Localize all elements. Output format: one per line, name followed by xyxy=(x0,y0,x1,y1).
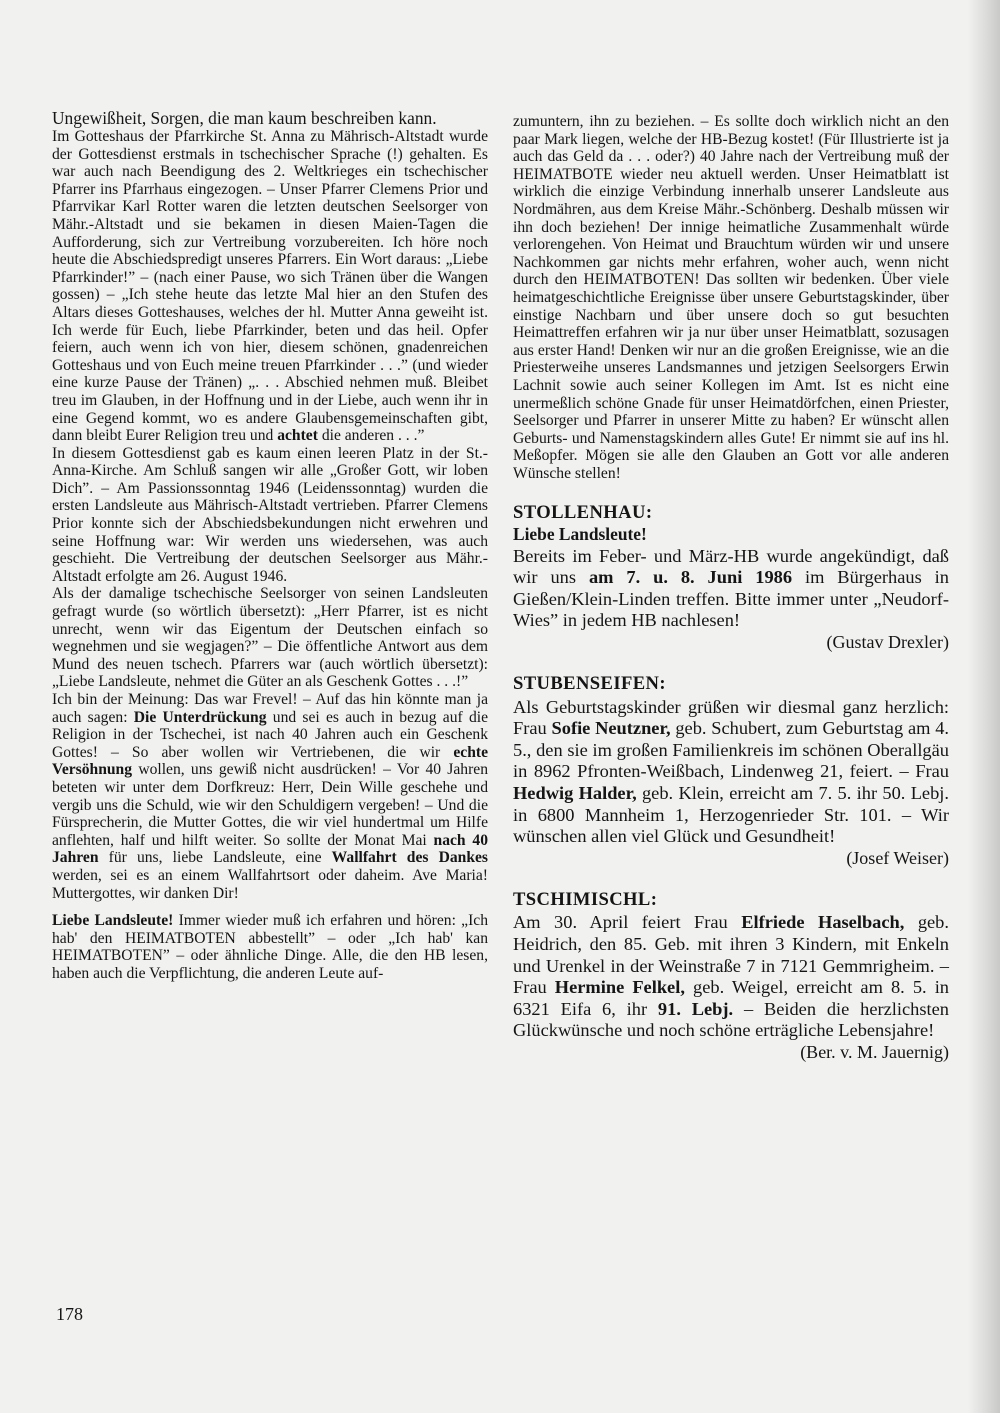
opinion-text-b: und sei es auch in bezug auf die Religion in der Tschechei, ist nach 40 Jahren auch ein Geschenk Gottes! – So aber wollen wir Vertriebenen, die wir xyxy=(52,708,488,761)
subheading-liebe-landsleute: Liebe Landsleute! xyxy=(513,524,647,545)
bold-achtet: achtet xyxy=(277,427,318,445)
section-tschimischl xyxy=(513,888,949,1063)
stollenhau-date: am 7. u. 8. Juni 1986 xyxy=(588,567,793,588)
right-column xyxy=(513,113,949,1063)
bold-unterdrueckung: Die Unterdrückung xyxy=(133,708,267,726)
opinion-text-e: werden, sei es an einem Wallfahrtsort oder daheim. Ave Maria! Muttergottes, wir danken Dir! xyxy=(52,866,488,902)
signature-weiser: (Josef Weiser) xyxy=(846,847,949,868)
stollenhau-text-a: Bereits im Feber- und März-HB wurde angekündigt, daß wir uns xyxy=(513,545,949,588)
stubenseifen-text-a: Als Geburtstagskinder grüßen wir diesmal ganz herzlich: Frau xyxy=(513,696,949,739)
tschimischl-text-a: Am 30. April feiert Frau xyxy=(513,912,728,933)
opinion-text-d: für uns, liebe Landsleute, eine xyxy=(108,849,322,867)
lebj-91: 91. Lebj. xyxy=(657,998,734,1019)
bold-wallfahrt: Wallfahrt des Dankes xyxy=(331,849,488,867)
name-neutzner: Sofie Neutzner, xyxy=(551,718,671,739)
tschimischl-text-b: geb. Heidrich, den 85. Geb. mit ihren 3 Kindern, mit Enkeln und Urenkel in der Weinstraße 7 in 7121 Gemmrigheim. – Frau xyxy=(513,912,949,998)
name-haselbach: Elfriede Haselbach, xyxy=(741,912,905,933)
heading-tschimischl: TSCHIMISCHL: xyxy=(513,888,658,910)
stollenhau-text xyxy=(513,546,949,632)
bold-versoehnung: echte Versöhnung xyxy=(52,743,488,779)
paragraph-expulsion: In diesem Gottesdienst gab es kaum einen leeren Platz in der St.-Anna-Kirche. Am Schluß sangen wir alle „Großer Gott, wir loben Dich”. – Am Passionssonntag 1946 (Leidenssonntag) wurden die ersten Landsleute aus Mährisch-Altstadt vertrieben. Pfarrer Clemens Prior konnte sich der Abschiedsbekundungen nicht erwehren und seine Hoffnung war: Wir werden uns wiedersehen, was auch geschieht. Die Vertreibung der deutschen Seelsorger aus Mähr.-Altstadt erfolgte am 26. August 1946. xyxy=(52,444,488,585)
heading-stubenseifen: STUBENSEIFEN: xyxy=(513,673,666,695)
paragraph-appeal-continued: zumuntern, ihn zu beziehen. – Es sollte doch wirklich nicht an den paar Mark liegen, welche der HB-Bezug kostet! (Für Illustrierte ist ja auch das Geld da . . . oder?) 40 Jahre nach der Vertreibung muß der HEIMATBOTE wieder neu aktuell werden. Unser Heimatblatt ist wirklich die einzige Verbindung innerhalb unserer Landsleute aus Nordmähren, aus dem Kreise Mähr.-Schönberg. Deshalb müssen wir ihn doch beziehen! Der innige heimatliche Zusammenhalt würde verlorengehen. Von Heimat und Brauchtum würden wir und unsere Nachkommen gar nichts mehr erfahren, woher auch, wenn nicht durch den HEIMATBOTEN! Das sollten wir bedenken. Über viele heimatgeschichtliche Ereignisse über unsere Geburtstagskinder, über einstige Nachbarn und über unsere doch so gut besuchten Heimattreffen erfahren wir ja nur über unser Heimatblatt, sozusagen aus erster Hand! Denken wir nur an die großen Ereignisse, wie an die Priesterweihe unseres Landsmannes und jetzigen Seelsorgers Erwin Lachnit sowie auch seiner Kollegen im Amt. Ist es nicht eine unermeßlich schöne Gnade für unser Heimatdörfchen, einen Priester, Seelsorger und Pfarrer in unserer Mitte zu haben? Er wünscht allen Geburts- und Namenstagskindern alles Gute! Er nimmt sie auf ins hl. Meßopfer. Mögen sie alle den Glauben an Gott vor alle anderen Wünsche stellen! xyxy=(513,113,949,482)
scan-shadow-edge xyxy=(968,0,1000,1413)
tschimischl-text-c: geb. Weigel, erreicht am 8. 5. in 6321 Eifa 6, ihr xyxy=(513,977,949,1019)
left-column xyxy=(52,108,488,983)
paragraph-czech-priest: Als der damalige tschechische Seelsorger von seinen Landsleuten gefragt wurde (so wörtlich übersetzt): „Herr Pfarrer, ist es nicht unrecht, wenn wir das Eigentum der Deutschen einfach so wegnehmen und sie wegjagen?” – Die öffentliche Antwort aus dem Mund des neuen tschech. Pfarrers war (auch wörtlich übersetzt): „Liebe Landsleute, nehmet die Güter an als Geschenk Gottes . . .!” xyxy=(52,585,488,691)
page-number: 178 xyxy=(56,1304,83,1324)
heading-stollenhau: STOLLENHAU: xyxy=(513,502,653,524)
signature-drexler: (Gustav Drexler) xyxy=(826,632,949,653)
section-stubenseifen xyxy=(513,675,949,869)
signature-jauernig: (Ber. v. M. Jauernig) xyxy=(800,1041,949,1062)
name-felkel: Hermine Felkel, xyxy=(554,977,685,998)
paragraph-opinion xyxy=(52,691,488,902)
paragraph-appeal xyxy=(52,912,488,982)
stollenhau-text-b: im Bürgerhaus in Gießen/Klein-Linden treffen. Bitte immer unter „Neudorf-Wies” in jedem HB nachlesen! xyxy=(513,567,949,631)
sermon-text: Im Gotteshaus der Pfarrkirche St. Anna zu Mährisch-Altstadt wurde der Gottesdienst erstmals in tschechischer Sprache (!) gehalten. Es war auch nach Beendigung des 2. Weltkrieges ein tschechischer Pfarrer ins Pfarrhaus eingezogen. – Unser Pfarrer Clemens Prior und Pfarrvikar Karl Rotter waren die letzten deutschen Seelsorger von Mähr.-Altstadt und sie bekamen in diesen Maien-Tagen die Aufforderung, sich zur Vertreibung vorzubereiten. Ich höre noch heute die Abschiedspredigt unseres Pfarrers. Ein Wort daraus: „Liebe Pfarrkinder!” – (nach einer Pause, wo sich Tränen über die Wangen gossen) – „Ich stehe heute das letzte Mal hier an den Stufen des Altars dieses Gotteshauses, welches der hl. Mutter Anna geweiht ist. Ich werde für Euch, liebe Pfarrkinder, beten und das heil. Opfer feiern, auch wenn ich von hier, diesem schönen, gnadenreichen Gotteshaus und von Euch meine treuen Pfarrkinder . . .” (und wieder eine kurze Pause der Tränen) „. . . Abschied nehmen muß. Bleibet treu im Glauben, in der Hoffnung und in der Liebe, auch wenn ihr in eine Gegend kommt, wo es andere Glaubensgemeinschaften gibt, dann bleibt Eurer Religion treu und xyxy=(52,128,488,445)
sermon-text-end: die anderen . . .” xyxy=(321,427,425,445)
opinion-text-c: wollen, uns gewiß nicht ausdrücken! – Vor 40 Jahren beteten wir unter dem Dorfkreuz: Herr, Dein Wille geschehe und vergib uns die Schuld, wie wir den Schuldigern vergeben! – Und die Fürsprecherin, die Mutter Gottes, die wir viel hundertmal um Hilfe anflehten, half und hilft weiter. So sollte der Monat Mai xyxy=(52,761,488,849)
paragraph-farewell-sermon xyxy=(52,128,488,445)
paragraph-intro: Ungewißheit, Sorgen, die man kaum beschreiben kann. xyxy=(52,108,437,128)
stubenseifen-text-c: geb. Klein, erreicht am 7. 5. ihr 50. Lebj. in 6800 Mannheim 1, Herzogenrieder Str. 101. – Wir wünschen allen viel Glück und Gesundheit! xyxy=(513,783,949,847)
bold-nach-40-jahren: nach 40 Jahren xyxy=(52,831,488,867)
tschimischl-text-d: – Beiden die herzlichsten Glückwünsche und noch schöne erträgliche Lebensjahre! xyxy=(513,998,949,1041)
tschimischl-text xyxy=(513,912,949,1042)
opinion-text-a: Ich bin der Meinung: Das war Frevel! – Auf das hin könnte man ja auch sagen: xyxy=(52,691,488,726)
section-stollenhau xyxy=(513,504,949,653)
stubenseifen-text xyxy=(513,697,949,848)
name-halder: Hedwig Halder, xyxy=(513,783,637,803)
appeal-greeting: Liebe Landsleute! xyxy=(52,912,174,930)
stubenseifen-text-b: geb. Schubert, zum Geburtstag am 4. 5., den sie im großen Familienkreis im schönen Oberallgäu in 8962 Pfronten-Weißbach, Lindenweg 21, feiert. – Frau xyxy=(513,718,949,782)
appeal-text: Immer wieder muß ich erfahren und hören: „Ich hab' den HEIMATBOTEN abbestellt” – oder „Ich hab' kan HEIMATBOTEN” – oder ähnliche Dinge. Alle, die den HB lesen, haben auch die Verpflichtung, die anderen Leute auf- xyxy=(52,912,488,982)
